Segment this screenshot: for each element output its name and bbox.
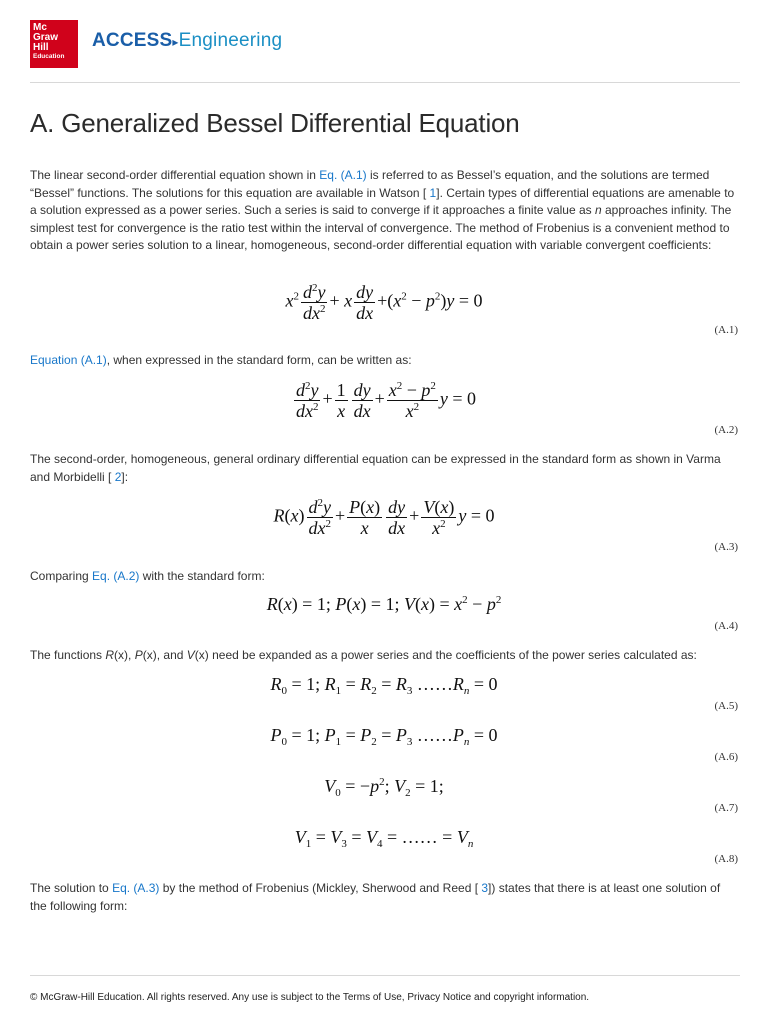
site-header <box>30 20 740 68</box>
equation-a2 <box>30 380 738 440</box>
equation-number: (A.7) <box>714 802 738 814</box>
header-divider <box>30 82 740 83</box>
equation-a7 <box>30 776 738 816</box>
equation-number: (A.3) <box>714 541 738 553</box>
equation-a4 <box>30 594 738 634</box>
equation-a5-body: $R_0 = 1$; $R_1 = R_2 = R_3$ $\dots\dots R_n = 0$ <box>270 674 498 697</box>
equation-a3 <box>30 497 738 557</box>
equation-a1 <box>30 282 738 342</box>
paragraph-general-ode: The second-order, homogeneous, general ordinary differential equation can be expressed in the standard form as shown in Varma and Morbidelli [ 2]: <box>30 452 721 484</box>
ref-link-3[interactable]: 3 <box>478 881 489 895</box>
footer-divider <box>30 975 740 976</box>
link-equation-a1[interactable]: Equation (A.1) <box>30 353 107 367</box>
link-eq-a2[interactable]: Eq. (A.2) <box>92 569 140 583</box>
equation-number: (A.4) <box>714 620 738 632</box>
equation-a3-body: R(x) $\frac{d^2y}{dx^2}$ + $\frac{P(x)}{x}$ $\frac{dy}{dx}$ + $\frac{V(x)}{x^2}$ y = 0 <box>273 497 495 538</box>
equation-a1-body: $x^2$ $\frac{d^2y}{dx^2}$ + x $\frac{dy}{dx}$ $+(x^2 - p^2)y = 0$ <box>285 282 483 323</box>
equation-a2-body: $\frac{d^2y}{dx^2}$ + $\frac{1}{x}$ $\frac{dy}{dx}$ + $\frac{x^2 - p^2}{x^2}$ y = 0 <box>295 380 477 421</box>
equation-number: (A.1) <box>714 324 738 336</box>
equation-number: (A.6) <box>714 751 738 763</box>
mcgraw-hill-logo[interactable]: Mc Graw Hill Education <box>30 20 78 68</box>
equation-number: (A.2) <box>714 424 738 436</box>
link-eq-a1[interactable]: Eq. (A.1) <box>319 168 367 182</box>
copyright-footer: © McGraw-Hill Education. All rights reserved. Any use is subject to the Terms of Use, Privacy Notice and copyright information. <box>30 992 590 1003</box>
equation-a6 <box>30 725 738 765</box>
ref-link-2[interactable]: 2 <box>111 469 122 484</box>
equation-a5 <box>30 674 738 714</box>
paragraph-frobenius: The solution to Eq. (A.3) by the method of Frobenius (Mickley, Sherwood and Reed [ 3]) states that there is at least one solution of the following form: <box>30 881 721 913</box>
equation-a8-body: $V_1 = V_3 = V_4$ = …… = $V_n$ <box>294 827 474 850</box>
equation-number: (A.8) <box>714 853 738 865</box>
brand-arrow-icon: ▸ <box>172 35 179 49</box>
paragraph-comparing: Comparing Eq. (A.2) with the standard form: <box>30 569 265 583</box>
equation-a8 <box>30 827 738 867</box>
equation-a6-body: $P_0 = 1$; $P_1 = P_2 = P_3$ $\dots\dots P_n = 0$ <box>270 725 498 748</box>
page-title: A. Generalized Bessel Differential Equation <box>30 108 520 138</box>
paragraph-power-series: The functions R(x), P(x), and V(x) need be expanded as a power series and the coefficients of the power series calculated as: <box>30 648 697 662</box>
paragraph-standard-form: Equation (A.1), when expressed in the standard form, can be written as: <box>30 353 412 367</box>
intro-paragraph: The linear second-order differential equation shown in Eq. (A.1) is referred to as Bessel’s equation, and the solutions are termed “Bessel” functions. The solutions for this equation are available in Watson [ 1]. Certain types of differential equations are amenable to a solution expressed as a power series. Such a series is said to converge if it approaches a finite value as n approaches infinity. The simplest test for convergence is the ratio test within the interval of convergence. The method of Frobenius is a convenient method to obtain a power series solution to a linear, homogeneous, second-order differential equation with variable convergent coefficients: <box>30 168 735 252</box>
access-engineering-logo[interactable]: ACCESS▸Engineering <box>92 30 283 51</box>
equation-a4-body: R(x) = 1; P(x) = 1; $V(x) = x^2 - p^2$ <box>266 594 502 614</box>
link-eq-a3[interactable]: Eq. (A.3) <box>112 881 160 895</box>
ref-link-1[interactable]: 1 <box>426 185 437 200</box>
equation-a7-body: $V_0 = -p^2$; $V_2 = 1$; <box>324 776 444 799</box>
equation-number: (A.5) <box>714 700 738 712</box>
